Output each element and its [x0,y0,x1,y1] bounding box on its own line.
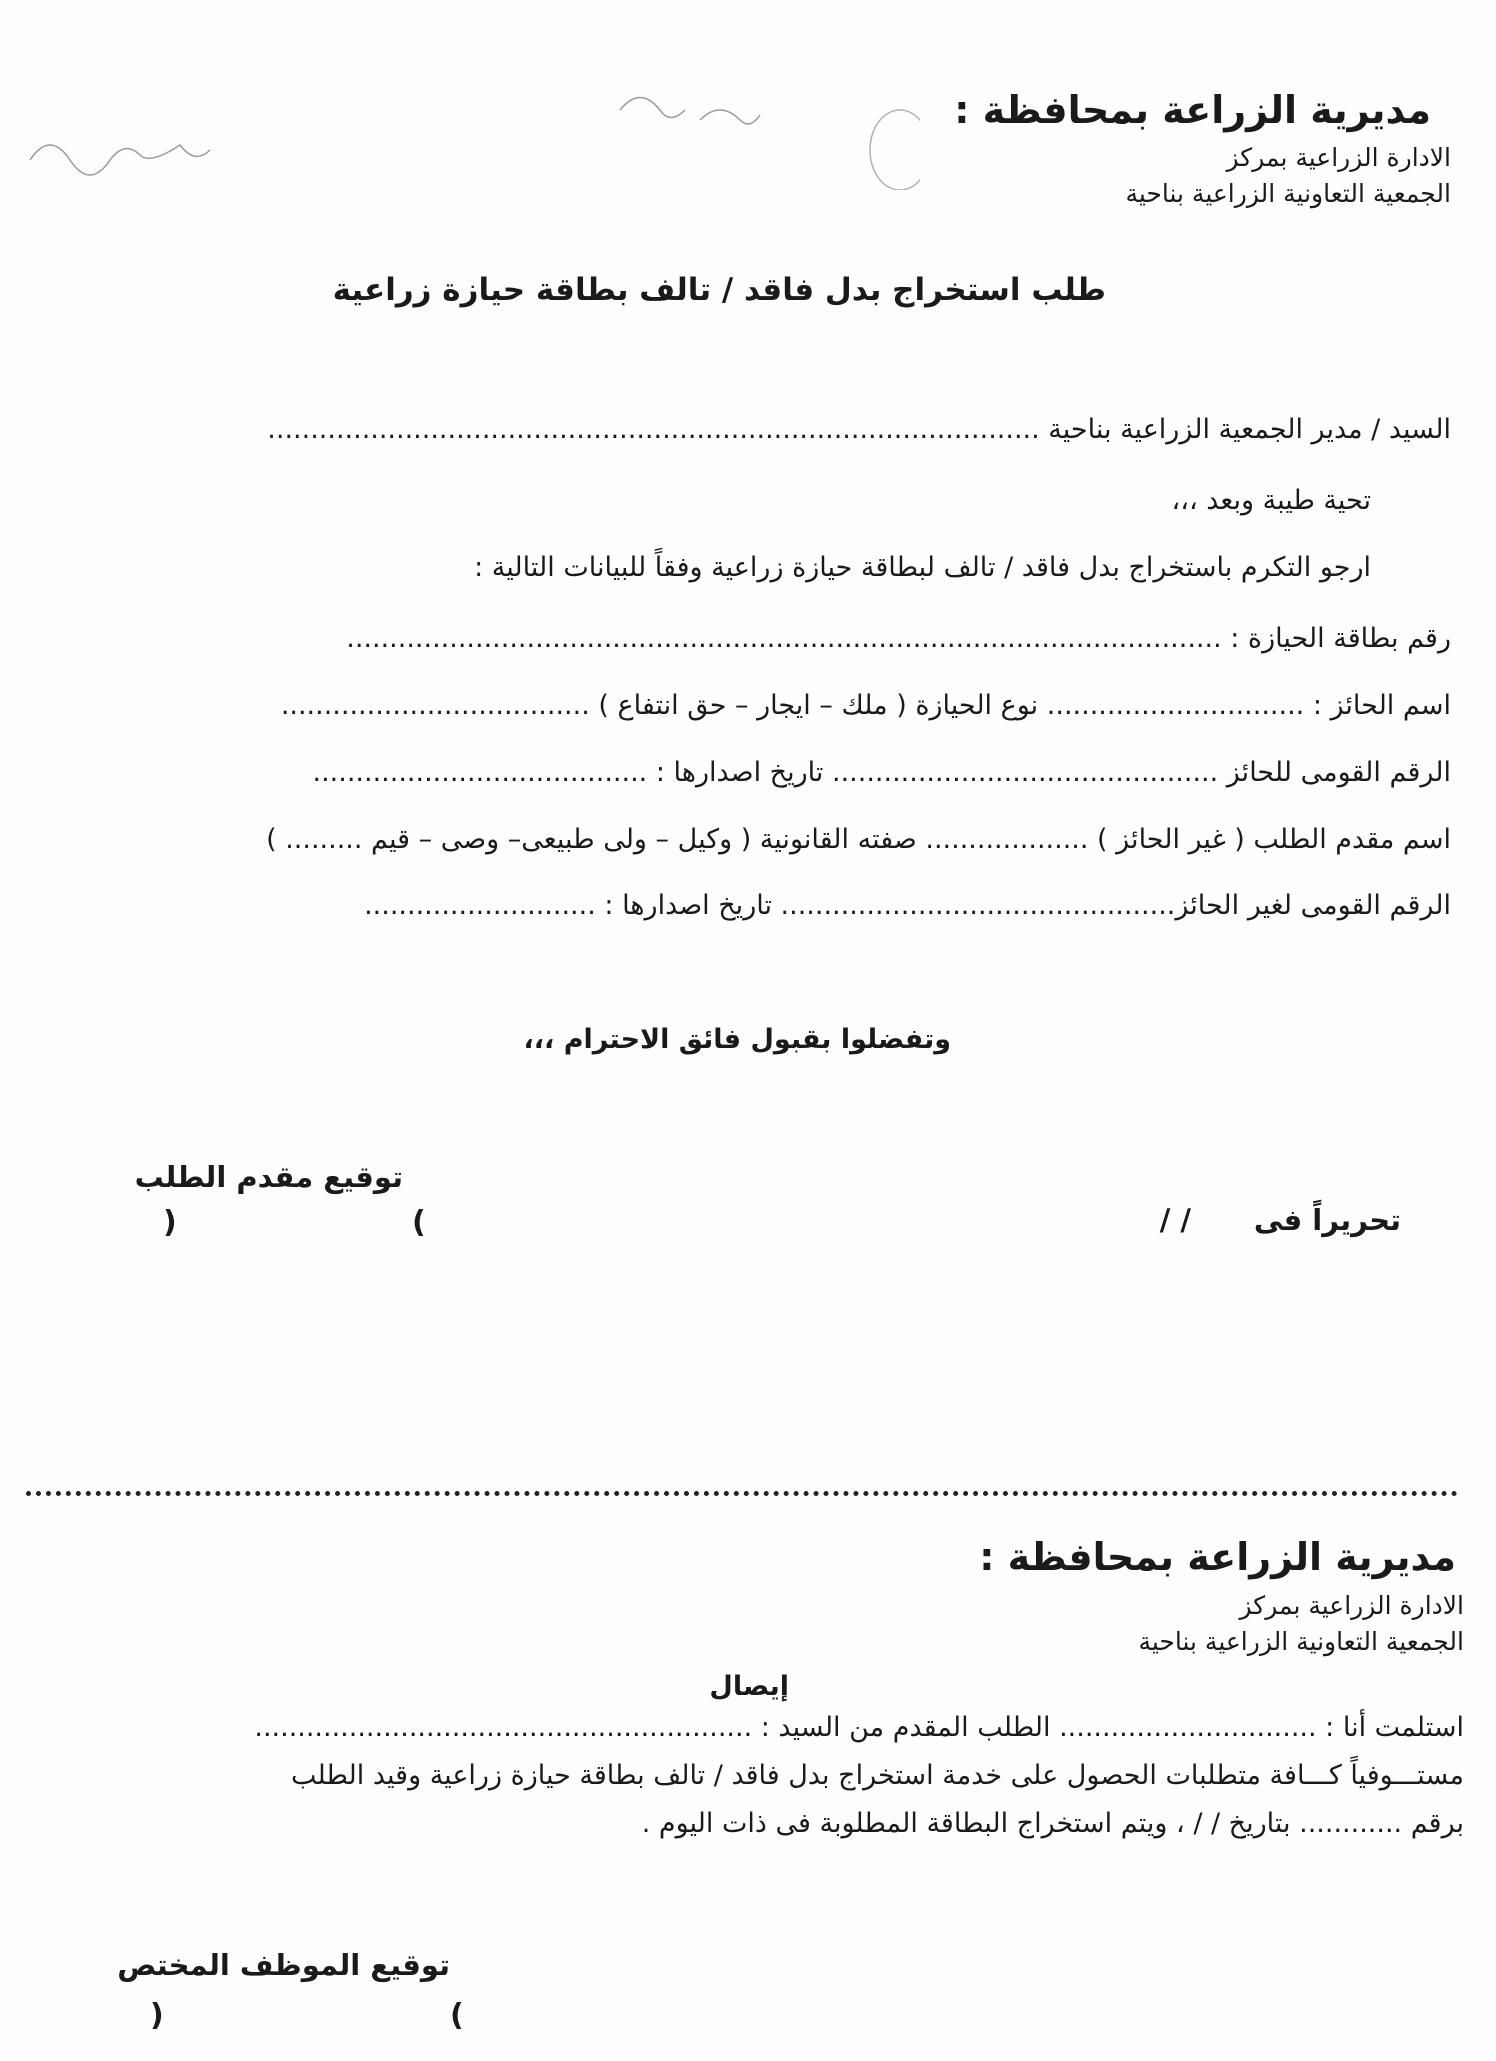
request-body-line: ارجو التكرم باستخراج بدل فاقد / تالف لبطاقة حيازة زراعية وفقاً للبيانات التالية : [474,552,1371,583]
directorate-heading: مديرية الزراعة بمحافظة : [954,88,1431,132]
admin-heading: الادارة الزراعية بمركز [1226,143,1451,172]
pencil-scribble [20,80,920,190]
receipt-title: إيصال [709,1671,789,1702]
field-applicant-name: اسم مقدم الطلب ( غير الحائز ) ................... صفته القانونية ( وكيل – ولى طبيعى– وصى – قيم ......... ) [266,824,1451,855]
form-title: طلب استخراج بدل فاقد / تالف بطاقة حيازة زراعية [332,272,1106,308]
field-applicant-national-id: الرقم القومى لغير الحائز.............................................. تاريخ اصدارها : ........................... [364,890,1451,921]
field-holder-name: اسم الحائز : .............................. نوع الحيازة ( ملك – ايجار – حق انتفاع ) .................................... [280,690,1451,721]
greeting-line: تحية طيبة وبعد ،،، [1171,485,1371,516]
closing-line: وتفضلوا بقبول فائق الاحترام ،،، [523,1024,951,1055]
date-label: تحريراً فى [1253,1203,1401,1237]
employee-signature-close-paren: ) [150,1998,164,2033]
receipt-directorate-heading: مديرية الزراعة بمحافظة : [979,1535,1456,1579]
cut-separator [26,1491,1458,1496]
receipt-line-1: استلمت أنا : .............................. الطلب المقدم من السيد : .......................................................... [254,1712,1464,1743]
employee-signature-open-paren: ( [450,1998,464,2033]
applicant-signature-close-paren: ) [163,1205,177,1240]
addressee-line: السيد / مدير الجمعية الزراعية بناحية .......................................................................................... [267,414,1451,445]
receipt-admin-heading: الادارة الزراعية بمركز [1239,1591,1464,1620]
receipt-line-2: مستـــوفياً كـــافة متطلبات الحصول على خدمة استخراج بدل فاقد / تالف بطاقة حيازة زراعية وقيد الطلب [290,1760,1464,1791]
date-slashes: / / [1159,1203,1191,1237]
receipt-line-3: برقم ............ بتاريخ / / ، ويتم استخراج البطاقة المطلوبة فى ذات اليوم . [641,1808,1464,1839]
coop-heading: الجمعية التعاونية الزراعية بناحية [1125,179,1451,208]
employee-signature-label: توقيع الموظف المختص [117,1948,450,1982]
field-holding-card-number: رقم بطاقة الحيازة : ...................................................................................................... [346,623,1451,654]
field-holder-national-id: الرقم القومى للحائز ............................................. تاريخ اصدارها : ....................................... [312,757,1451,788]
receipt-coop-heading: الجمعية التعاونية الزراعية بناحية [1138,1627,1464,1656]
applicant-signature-open-paren: ( [412,1205,426,1240]
applicant-signature-label: توقيع مقدم الطلب [134,1160,403,1194]
